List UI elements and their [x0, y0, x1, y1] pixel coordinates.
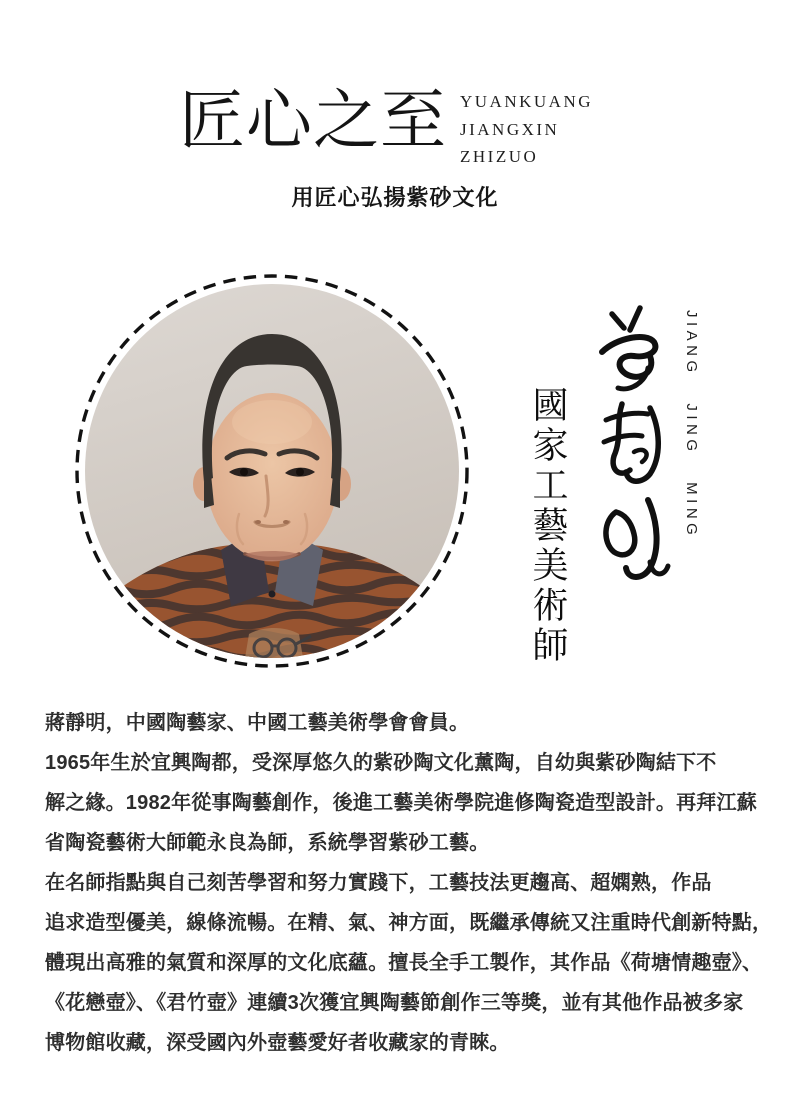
portrait-photo-svg — [73, 272, 471, 670]
bio-line: 《花戀壺》、《君竹壺》連續3次獲宜興陶藝節創作三等獎，並有其他作品被多家 — [45, 992, 744, 1014]
page-subtitle: 用匠心弘揚紫砂文化 — [291, 185, 499, 210]
bio-line: 博物館收藏，深受國內外壺藝愛好者收藏家的青睞。 — [45, 1032, 510, 1054]
romanization-line-3: ZHIZUO — [460, 147, 539, 166]
bio-line: 體現出高雅的氣質和深厚的文化底蘊。擅長全手工製作，其作品《荷塘情趣壺》、 — [45, 952, 763, 974]
signature-strokes — [588, 304, 680, 584]
bio-line: 追求造型優美，線條流暢。在精、氣、神方面，既繼承傳統又注重時代創新特點， — [45, 912, 773, 934]
romanization-line-1: YUANKUANG — [460, 92, 593, 111]
bio-line: 省陶瓷藝術大師範永良為師，系統學習紫砂工藝。 — [45, 832, 490, 854]
portrait-photo-content — [73, 272, 471, 670]
credential-vertical-title: 國家工藝美術師 — [528, 386, 569, 666]
bio-paragraph — [45, 703, 773, 1063]
title-romanization — [460, 88, 593, 171]
signature-calligraphy — [588, 304, 680, 584]
bio-line: 在名師指點與自己刻苦學習和努力實踐下，工藝技法更趨高、超嫻熟，作品 — [45, 872, 712, 894]
bio-line: 蔣靜明，中國陶藝家、中國工藝美術學會會員。 — [45, 712, 470, 734]
portrait-photo — [73, 272, 471, 670]
bio-line: 解之緣。1982年從事陶藝創作，後進工藝美術學院進修陶瓷造型設計。再拜江蘇 — [45, 792, 757, 814]
page-title: 匠心之至 — [179, 85, 447, 158]
romanized-name-vertical: JIANG JING MING — [683, 310, 700, 540]
romanization-line-2: JIANGXIN — [460, 119, 560, 139]
bio-line: 1965年生於宜興陶都，受深厚悠久的紫砂陶文化薰陶，自幼與紫砂陶結下不 — [45, 752, 717, 774]
